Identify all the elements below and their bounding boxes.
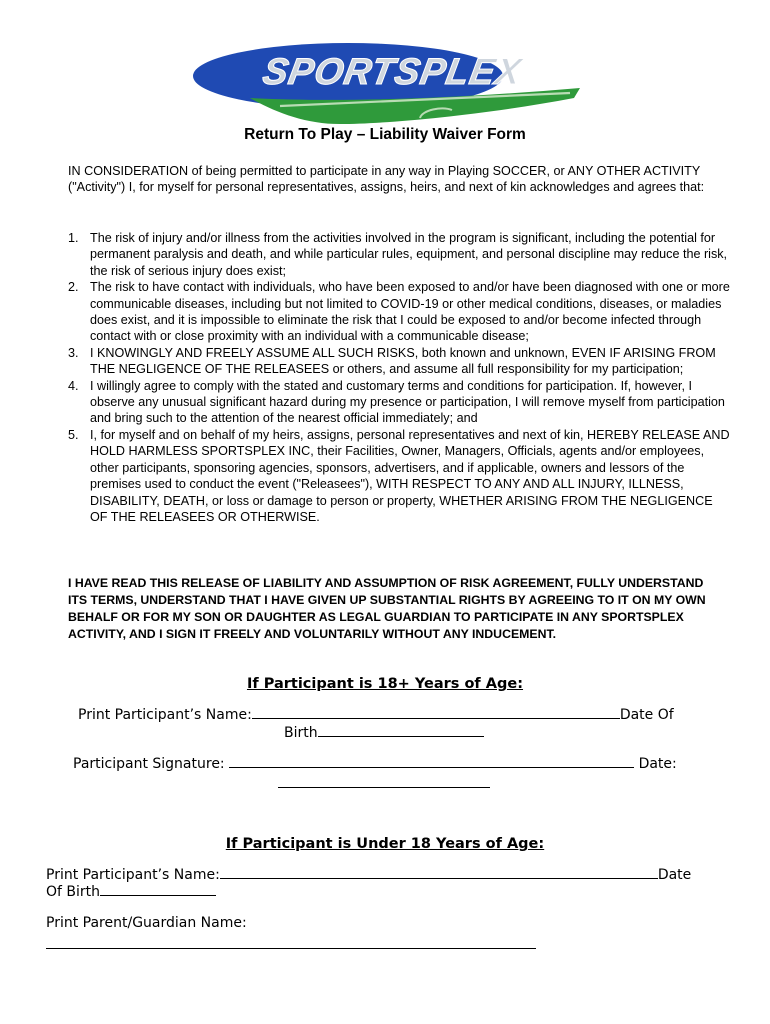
list-item-number: 5. — [68, 427, 79, 442]
minor-name-field[interactable] — [220, 877, 658, 879]
list-item-text: The risk of injury and/or illness from the activities involved in the program is significant, including the potential for permanent paralysis and death, and while particular rules, equipment, and personal discipline may reduce the risk, the risk of serious injury does exist; — [90, 231, 728, 278]
adult-signature-label: Participant Signature: — [73, 756, 225, 772]
list-item — [68, 345, 733, 378]
list-item-text: The risk to have contact with individuals, who have been exposed to and/or have been diagnosed with one or more communicable diseases, including but not limited to COVID-19 or other medical conditions, diseases, or maladies does exist, and it is impossible to eliminate the risk that I could be exposed to and/or become infected through contact with or close proximity with an individual with a communicable disease; — [90, 280, 730, 344]
list-item-number: 4. — [68, 378, 79, 393]
adult-print-name-label: Print Participant’s Name: — [78, 707, 252, 723]
minor-section-heading: If Participant is Under 18 Years of Age: — [225, 836, 545, 852]
adult-date-row — [278, 776, 490, 792]
minor-of-birth-label: Of Birth — [46, 884, 101, 900]
form-title: Return To Play – Liability Waiver Form — [244, 126, 526, 143]
list-item — [68, 427, 733, 525]
guardian-name-label: Print Parent/Guardian Name: — [46, 915, 247, 931]
minor-date-label: Date — [657, 867, 692, 883]
minor-birth-row — [46, 884, 216, 900]
minor-name-row — [46, 867, 691, 883]
logo-text: SPORTSPLEX — [259, 50, 526, 92]
list-item-text: I, for myself and on behalf of my heirs, assigns, personal representatives and next of kin, HEREBY RELEASE AND HOLD HARMLESS SPORTSPLEX INC, their Facilities, Owner, Managers, Officials, agents and/or employees, other participants, sponsoring agencies, sponsors, advertisers, and if applicable, owners and lessors of the premises used to conduct the event ("Releasees"), WITH RESPECT TO ANY AND ALL INJURY, ILLNESS, DISABILITY, DEATH, or loss or damage to person or property, WHETHER ARISING FROM THE NEGLIGENCE OF THE RELEASEES OR OTHERWISE. — [90, 427, 730, 524]
list-item — [68, 230, 733, 279]
list-item-number: 3. — [68, 345, 79, 360]
list-item — [68, 378, 733, 427]
guardian-name-row — [46, 915, 247, 931]
adult-date-of-label: Date Of — [619, 707, 674, 723]
adult-name-row — [78, 707, 674, 723]
adult-section-heading: If Participant is 18+ Years of Age: — [246, 676, 524, 692]
minor-birth-date-field[interactable] — [100, 894, 216, 896]
guardian-name-field[interactable] — [46, 947, 536, 949]
adult-signature-field[interactable] — [229, 766, 634, 768]
adult-signature-row — [73, 756, 677, 772]
adult-date-label: Date: — [638, 756, 677, 772]
list-item-text: I willingly agree to comply with the stated and customary terms and conditions for participation. If, however, I observe any unusual significant hazard during my presence or participation, I will remove myself from participation and bring such to the attention of the nearest official immediately; and — [90, 378, 725, 426]
adult-birth-row — [284, 725, 484, 741]
list-item-number: 2. — [68, 280, 79, 295]
adult-birth-date-field[interactable] — [318, 735, 484, 737]
guardian-name-line-row — [46, 937, 536, 953]
sportsplex-logo — [190, 40, 585, 125]
list-item — [68, 279, 733, 345]
adult-date-field[interactable] — [278, 786, 490, 788]
list-item-number: 1. — [68, 231, 79, 245]
intro-paragraph: IN CONSIDERATION of being permitted to participate in any way in Playing SOCCER, or ANY OTHER ACTIVITY ("Activity") I, for myself for personal representatives, assigns, heirs, and next of kin acknowledges and agrees that: — [68, 164, 705, 195]
acknowledgement-statement: I HAVE READ THIS RELEASE OF LIABILITY AND ASSUMPTION OF RISK AGREEMENT, FULLY UNDERSTAND ITS TERMS, UNDERSTAND THAT I HAVE GIVEN UP SUBSTANTIAL RIGHTS BY AGREEING TO IT ON MY OWN BEHALF OR FOR MY SON OR DAUGHTER AS LEGAL GUARDIAN TO PARTICIPATE IN ANY SPORTSPLEX ACTIVITY, AND I SIGN IT FREELY AND VOLUNTARILY WITHOUT ANY INDUCEMENT. — [68, 576, 706, 641]
adult-name-field[interactable] — [252, 717, 620, 719]
adult-birth-label: Birth — [284, 725, 318, 741]
list-item-text: I KNOWINGLY AND FREELY ASSUME ALL SUCH RISKS, both known and unknown, EVEN IF ARISING FROM THE NEGLIGENCE OF THE RELEASEES or others, and assume all full responsibility for my participation; — [90, 345, 716, 377]
risk-list — [68, 230, 733, 525]
minor-print-name-label: Print Participant’s Name: — [46, 867, 220, 883]
